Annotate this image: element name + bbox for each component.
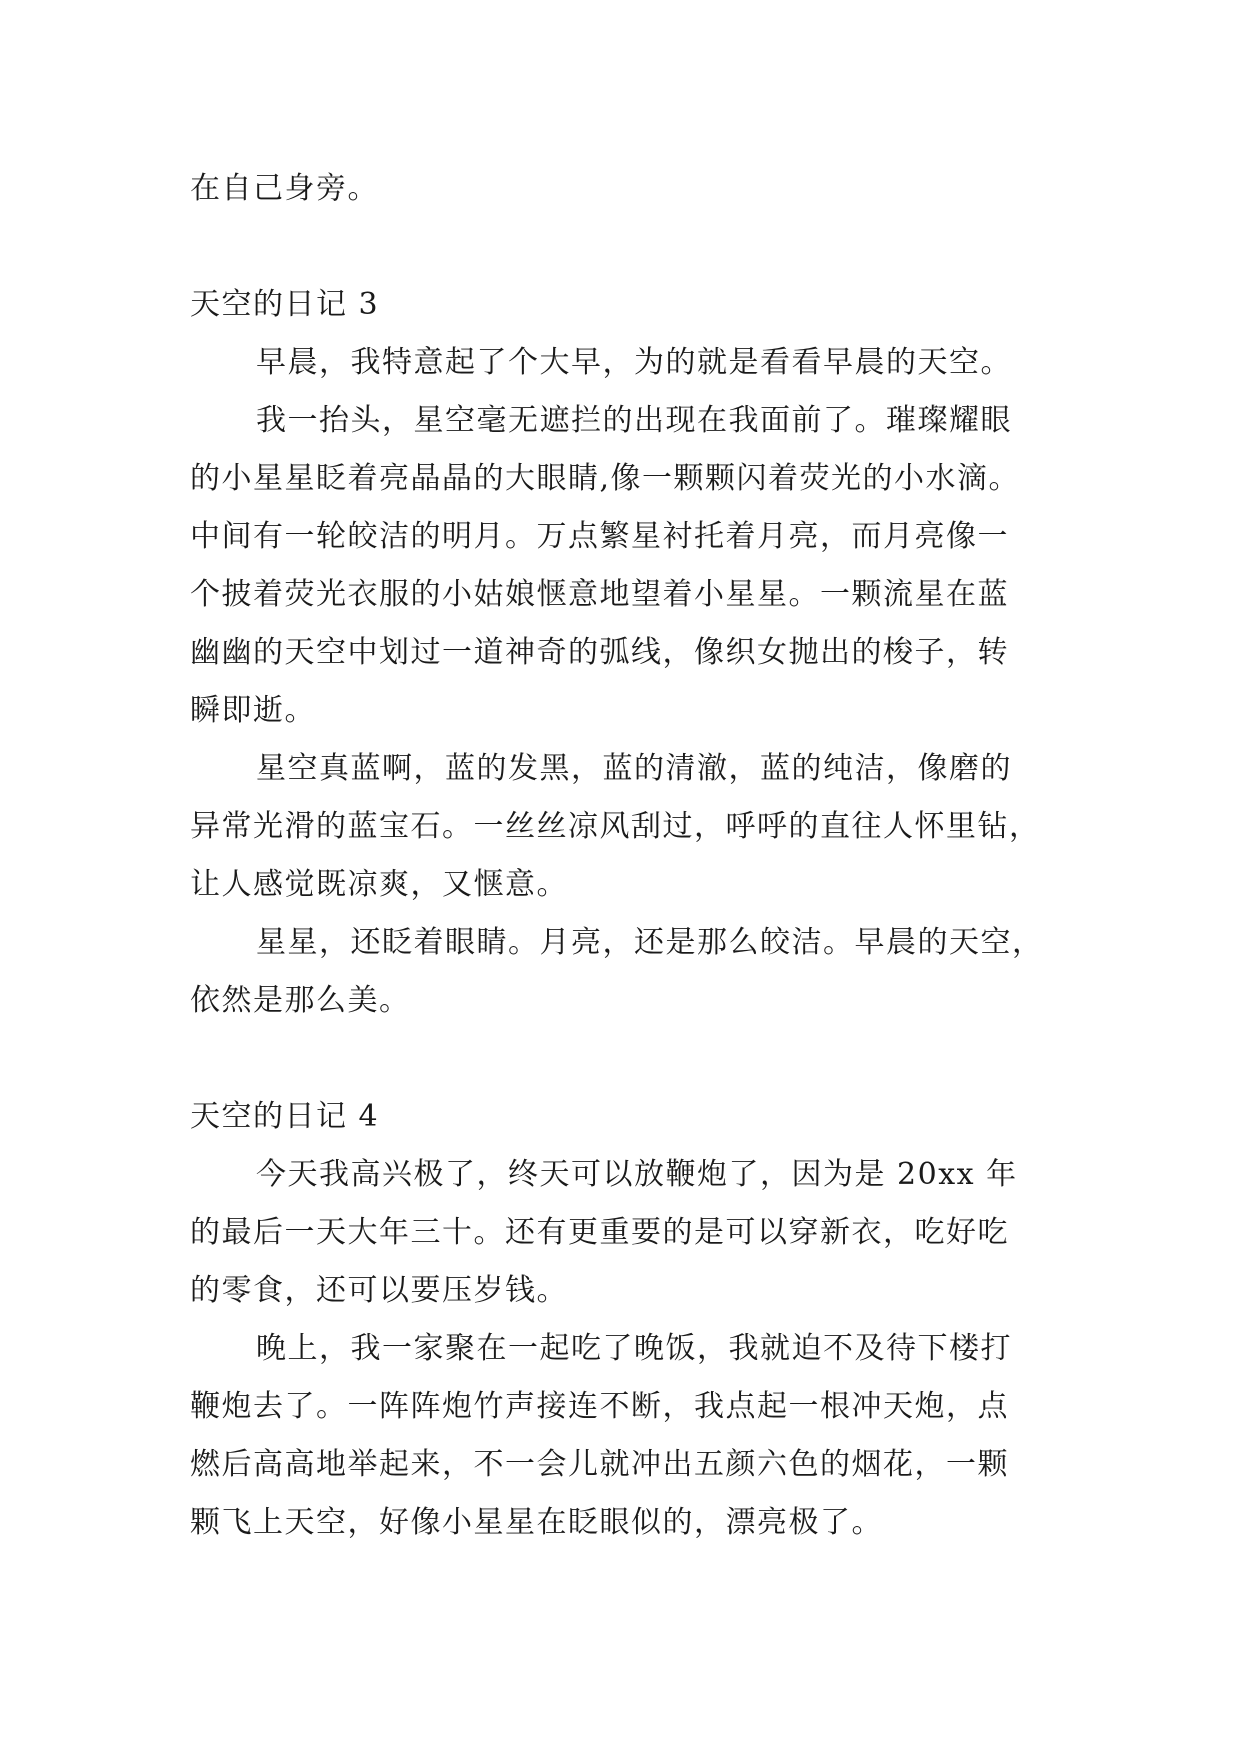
paragraph-line: 瞬即逝。 <box>190 693 316 728</box>
section-gap <box>190 1030 1060 1088</box>
paragraph-line: 异常光滑的蓝宝石。一丝丝凉风刮过，呼呼的直往人怀里钻， <box>190 809 1041 844</box>
paragraph-line: 星星，还眨着眼睛。月亮，还是那么皎洁。早晨的天空， <box>256 925 1044 960</box>
paragraph-line: 燃后高高地举起来，不一会儿就冲出五颜六色的烟花，一颗 <box>190 1447 1009 1482</box>
paragraph-line: 颗飞上天空，好像小星星在眨眼似的，漂亮极了。 <box>190 1505 883 1540</box>
section-gap <box>190 218 1060 276</box>
paragraph-line: 我一抬头，星空毫无遮拦的出现在我面前了。璀璨耀眼 <box>256 403 1012 438</box>
paragraph-line: 的零食，还可以要压岁钱。 <box>190 1273 568 1308</box>
section-heading: 天空的日记 4 <box>190 1099 380 1134</box>
paragraph <box>190 740 1060 914</box>
paragraph-line: 幽幽的天空中划过一道神奇的弧线，像织女抛出的梭子，转 <box>190 635 1009 670</box>
paragraph-line: 让人感觉既凉爽，又惬意。 <box>190 867 568 902</box>
paragraph-line: 晚上，我一家聚在一起吃了晚饭，我就迫不及待下楼打 <box>256 1331 1012 1366</box>
paragraph-line: 鞭炮去了。一阵阵炮竹声接连不断，我点起一根冲天炮，点 <box>190 1389 1009 1424</box>
paragraph-line: 今天我高兴极了，终天可以放鞭炮了，因为是 20xx 年 <box>256 1157 1018 1192</box>
section-heading: 天空的日记 3 <box>190 287 380 322</box>
paragraph-line: 中间有一轮皎洁的明月。万点繁星衬托着月亮，而月亮像一 <box>190 519 1009 554</box>
paragraph <box>190 914 1060 1030</box>
paragraph-line: 的最后一天大年三十。还有更重要的是可以穿新衣，吃好吃 <box>190 1215 1009 1250</box>
paragraph-line: 的小星星眨着亮晶晶的大眼睛,像一颗颗闪着荧光的小水滴。 <box>190 461 1021 496</box>
paragraph-line: 依然是那么美。 <box>190 983 411 1018</box>
paragraph <box>190 1146 1060 1320</box>
paragraph <box>190 392 1060 740</box>
intro-tail-line: 在自己身旁。 <box>190 171 379 206</box>
paragraph <box>190 1320 1060 1552</box>
text-column <box>190 160 1060 1552</box>
paragraph-line: 早晨，我特意起了个大早，为的就是看看早晨的天空。 <box>256 345 1012 380</box>
paragraph-line: 星空真蓝啊，蓝的发黑，蓝的清澈，蓝的纯洁，像磨的 <box>256 751 1012 786</box>
paragraph <box>190 334 1060 392</box>
paragraph-line: 个披着荧光衣服的小姑娘惬意地望着小星星。一颗流星在蓝 <box>190 577 1009 612</box>
